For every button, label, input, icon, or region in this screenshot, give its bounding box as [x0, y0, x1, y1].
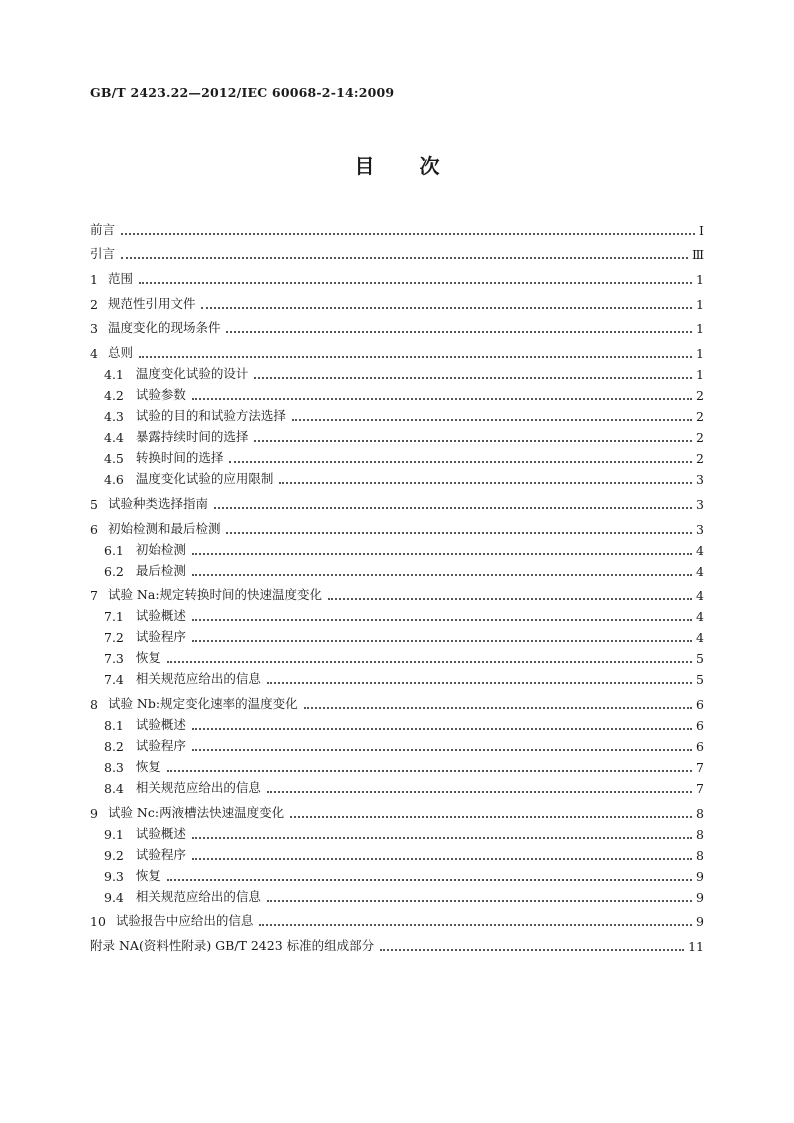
toc-entry-page: 6	[696, 696, 704, 712]
toc-entry[interactable]	[90, 558, 704, 579]
toc-entry-number: 4.3	[104, 409, 124, 425]
toc-entry[interactable]	[90, 842, 704, 863]
dot-leader	[139, 355, 692, 358]
toc-entry-label: 恢复	[135, 867, 161, 883]
dot-leader	[259, 923, 692, 926]
toc-entry-page: 1	[696, 346, 704, 362]
dot-leader	[304, 706, 692, 709]
dot-leader	[267, 681, 692, 684]
toc-entry-number: 8	[90, 696, 98, 712]
dot-leader	[139, 281, 692, 284]
toc-entry-number: 8.3	[104, 759, 124, 775]
dot-leader	[279, 481, 692, 484]
toc-entry[interactable]	[90, 796, 704, 821]
toc-entry[interactable]	[90, 512, 704, 537]
dot-leader	[192, 397, 692, 400]
toc-entry-label: 恢复	[135, 758, 161, 774]
toc-entry[interactable]	[90, 382, 704, 403]
toc-entry-page: 4	[696, 609, 704, 625]
dot-leader	[226, 330, 692, 333]
toc-entry-label: 试验种类选择指南	[107, 495, 208, 511]
toc-entry-label: 相关规范应给出的信息	[135, 779, 261, 795]
toc-entry-number: 7.2	[104, 630, 124, 646]
toc-entry-number: 4.5	[104, 451, 124, 467]
toc-entry-number: 2	[90, 296, 98, 312]
toc-entry[interactable]	[90, 466, 704, 487]
toc-entry-label: 总则	[107, 345, 133, 361]
toc-entry-label: 温度变化的现场条件	[107, 320, 221, 336]
toc-entry-label: 试验程序	[135, 846, 186, 862]
dot-leader	[229, 460, 692, 463]
dot-leader	[167, 660, 692, 663]
toc-entry[interactable]	[90, 666, 704, 687]
toc-entry[interactable]	[90, 287, 704, 312]
toc-entry-number: 6.2	[104, 563, 124, 579]
toc-entry-page: 1	[696, 272, 704, 288]
toc-entry-number: 9.2	[104, 847, 124, 863]
toc-entry-page: 9	[696, 889, 704, 905]
toc-entry-label: 恢复	[135, 650, 161, 666]
toc-entry[interactable]	[90, 361, 704, 382]
page-title: 目 次	[354, 154, 440, 178]
toc-entry[interactable]	[90, 624, 704, 645]
toc-entry-page: 1	[696, 367, 704, 383]
toc-entry-page: 9	[696, 868, 704, 884]
dot-leader	[167, 769, 692, 772]
toc-entry-page: 8	[696, 826, 704, 842]
toc-entry-page: 3	[696, 521, 704, 537]
toc-entry-label: 试验程序	[135, 629, 186, 645]
dot-leader	[328, 597, 692, 600]
toc-entry[interactable]	[90, 884, 704, 905]
toc-entry-label: 试验 Nb:规定变化速率的温度变化	[107, 695, 298, 711]
toc-entry-number: 6	[90, 521, 98, 537]
toc-entry-label: 试验的目的和试验方法选择	[135, 408, 286, 424]
toc-entry-label: 前言	[90, 221, 116, 237]
toc-entry-number: 7	[90, 588, 98, 604]
toc-entry-page: Ⅲ	[691, 247, 704, 263]
toc-entry-page: 9	[696, 914, 704, 930]
toc-entry[interactable]	[90, 312, 704, 337]
toc-entry-page: 7	[696, 759, 704, 775]
toc-entry[interactable]	[90, 687, 704, 712]
toc-entry-page: 4	[696, 563, 704, 579]
toc-entry-label: 规范性引用文件	[107, 295, 196, 311]
toc-entry-number: 8.1	[104, 717, 124, 733]
toc-entry-number: 4.6	[104, 472, 124, 488]
toc-entry-page: 3	[696, 472, 704, 488]
toc-entry-label: 附录 NA(资料性附录) GB/T 2423 标准的组成部分	[90, 937, 375, 953]
table-of-contents	[90, 213, 704, 954]
toc-entry-page: 3	[696, 496, 704, 512]
toc-entry-label: 最后检测	[135, 562, 186, 578]
toc-entry[interactable]	[90, 712, 704, 733]
toc-entry-page: 2	[696, 451, 704, 467]
toc-entry-label: 初始检测	[135, 541, 186, 557]
dot-leader	[292, 418, 692, 421]
toc-entry[interactable]	[90, 238, 704, 263]
toc-entry-number: 4.4	[104, 430, 124, 446]
toc-entry[interactable]	[90, 775, 704, 796]
toc-entry-page: 6	[696, 738, 704, 754]
toc-entry-label: 温度变化试验的应用限制	[135, 471, 274, 487]
toc-entry-page: 7	[696, 780, 704, 796]
toc-entry-page: 6	[696, 717, 704, 733]
toc-entry-label: 范围	[107, 271, 133, 287]
toc-entry-number: 7.3	[104, 651, 124, 667]
toc-entry-label: 转换时间的选择	[135, 450, 224, 466]
toc-entry-page: 2	[696, 409, 704, 425]
toc-entry-label: 试验参数	[135, 387, 186, 403]
toc-entry-label: 试验程序	[135, 737, 186, 753]
toc-entry-page: 8	[696, 847, 704, 863]
toc-entry-number: 3	[90, 321, 98, 337]
toc-entry-label: 初始检测和最后检测	[107, 520, 221, 536]
toc-entry-label: 相关规范应给出的信息	[135, 671, 261, 687]
toc-entry-page: 8	[696, 805, 704, 821]
toc-entry-number: 6.1	[104, 542, 124, 558]
toc-entry-number: 9.3	[104, 868, 124, 884]
toc-entry-number: 4.1	[104, 367, 124, 383]
toc-entry-number: 8.2	[104, 738, 124, 754]
toc-entry-page: Ⅰ	[699, 222, 704, 238]
toc-entry-page: 1	[696, 296, 704, 312]
toc-entry[interactable]	[90, 821, 704, 842]
toc-entry-label: 试验概述	[135, 825, 186, 841]
toc-entry-label: 试验报告中应给出的信息	[115, 913, 254, 929]
toc-entry[interactable]	[90, 603, 704, 624]
toc-entry-label: 试验 Nc:两液槽法快速温度变化	[107, 804, 285, 820]
toc-entry-number: 4.2	[104, 388, 124, 404]
toc-entry-page: 4	[696, 542, 704, 558]
toc-entry[interactable]	[90, 424, 704, 445]
dot-leader	[267, 790, 692, 793]
toc-entry-label: 试验 Na:规定转换时间的快速温度变化	[107, 587, 323, 603]
toc-entry-number: 7.4	[104, 672, 124, 688]
toc-entry-label: 试验概述	[135, 608, 186, 624]
dot-leader	[192, 618, 692, 621]
dot-leader	[254, 376, 692, 379]
toc-entry-label: 引言	[90, 246, 116, 262]
dot-leader	[121, 232, 695, 235]
toc-entry-page: 2	[696, 388, 704, 404]
toc-entry-number: 7.1	[104, 609, 124, 625]
toc-entry[interactable]	[90, 754, 704, 775]
toc-entry-page: 5	[696, 672, 704, 688]
dot-leader	[192, 748, 692, 751]
document-header: GB/T 2423.22—2012/IEC 60068-2-14:2009	[90, 85, 395, 100]
dot-leader	[192, 836, 692, 839]
dot-leader	[290, 815, 692, 818]
toc-entry-page: 5	[696, 651, 704, 667]
dot-leader	[267, 899, 692, 902]
toc-entry-number: 5	[90, 496, 98, 512]
toc-entry-page: 1	[696, 321, 704, 337]
toc-entry-label: 相关规范应给出的信息	[135, 888, 261, 904]
toc-entry-number: 10	[90, 914, 106, 930]
toc-entry[interactable]	[90, 262, 704, 287]
toc-entry-number: 8.4	[104, 780, 124, 796]
dot-leader	[121, 256, 688, 259]
dot-leader	[201, 306, 692, 309]
toc-entry[interactable]	[90, 213, 704, 238]
toc-entry-number: 9.1	[104, 826, 124, 842]
toc-entry-page: 4	[696, 630, 704, 646]
dot-leader	[192, 552, 692, 555]
toc-entry[interactable]	[90, 579, 704, 604]
toc-entry[interactable]	[90, 929, 704, 954]
dot-leader	[254, 439, 692, 442]
dot-leader	[226, 531, 692, 534]
toc-entry[interactable]	[90, 905, 704, 930]
toc-entry[interactable]	[90, 733, 704, 754]
toc-entry-number: 4	[90, 346, 98, 362]
toc-entry[interactable]	[90, 487, 704, 512]
toc-entry-page: 2	[696, 430, 704, 446]
toc-entry-label: 试验概述	[135, 716, 186, 732]
toc-entry-label: 暴露持续时间的选择	[135, 429, 249, 445]
dot-leader	[192, 857, 692, 860]
toc-entry-label: 温度变化试验的设计	[135, 366, 249, 382]
toc-entry-page: 4	[696, 588, 704, 604]
dot-leader	[380, 948, 684, 951]
dot-leader	[167, 878, 692, 881]
toc-entry-number: 9.4	[104, 889, 124, 905]
toc-entry[interactable]	[90, 445, 704, 466]
dot-leader	[192, 639, 692, 642]
dot-leader	[214, 506, 692, 509]
toc-entry[interactable]	[90, 537, 704, 558]
toc-entry-page: 11	[688, 938, 704, 954]
toc-entry-number: 1	[90, 272, 98, 288]
dot-leader	[192, 573, 692, 576]
toc-entry-number: 9	[90, 805, 98, 821]
toc-entry[interactable]	[90, 645, 704, 666]
dot-leader	[192, 727, 692, 730]
toc-entry[interactable]	[90, 403, 704, 424]
toc-entry[interactable]	[90, 336, 704, 361]
toc-entry[interactable]	[90, 863, 704, 884]
